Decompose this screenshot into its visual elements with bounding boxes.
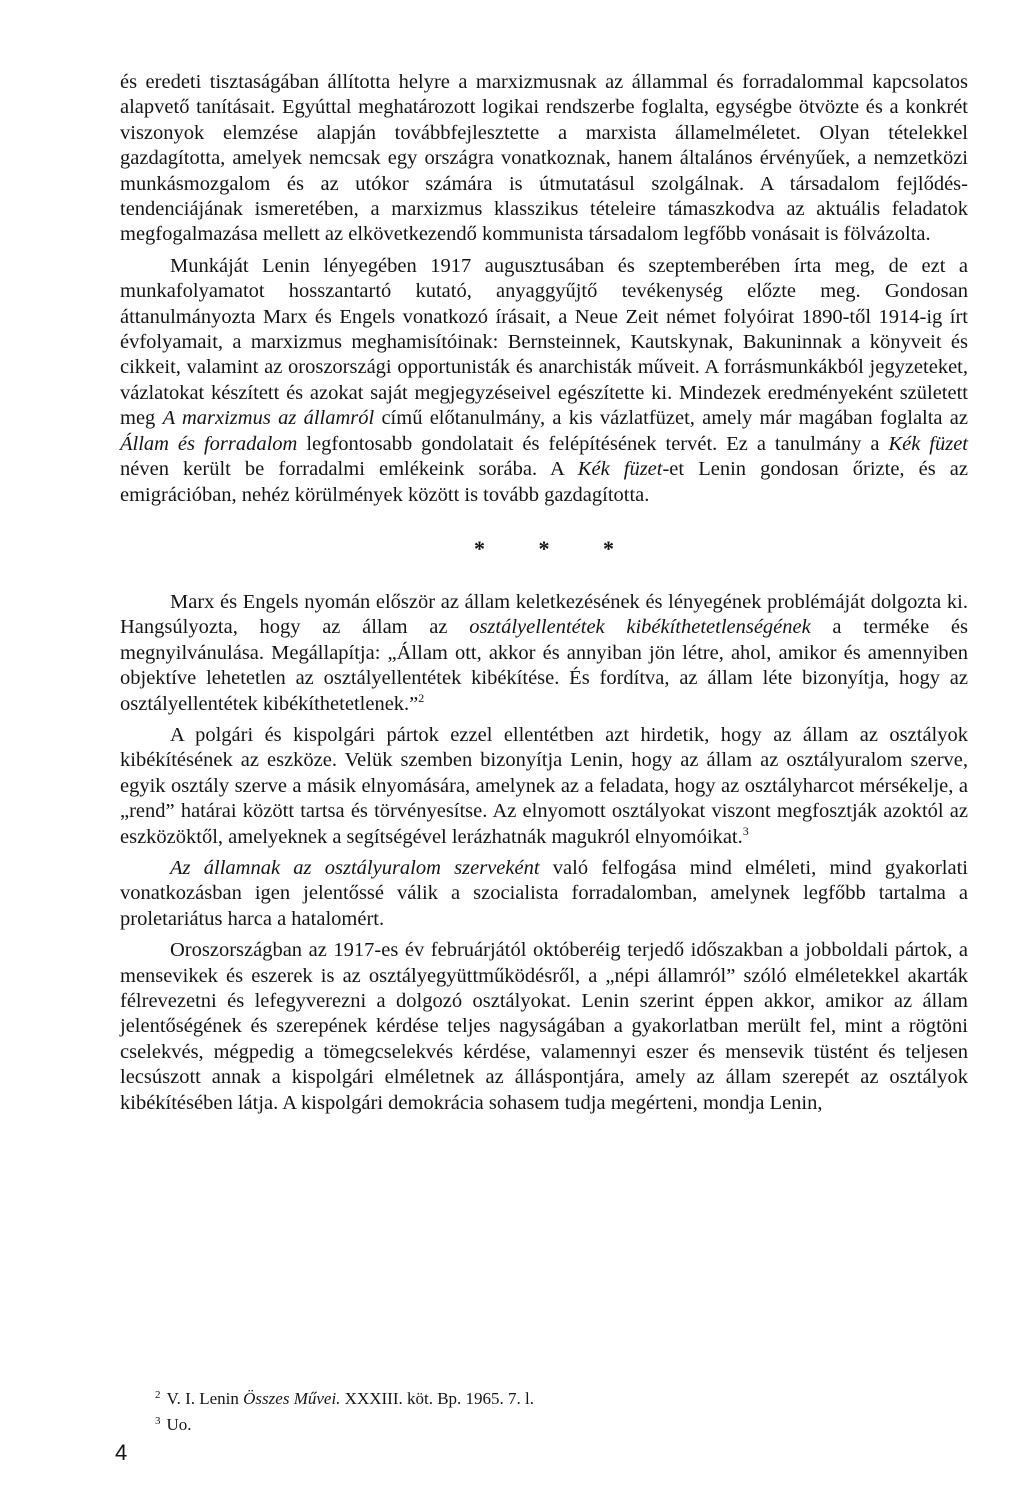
paragraph-5 (120, 856, 968, 932)
text-run: Oroszországban az 1917-es év februárjától októberéig terjedő időszakban a jobboldali pártok, a mensevikek és eszerek is az osztályegyüttműködésről, a „népi államról” szóló elméletekkel akarták félrevezetni és lefegyverezni a dolgozó osztályokat. Lenin szerint éppen akkor, amikor az állam jelentőségének és szerepének kérdése teljes nagyságában a gyakorlatban merült fel, mint a rögtöni cselekvés, mégpedig a tömegcselekvés kérdése, valamennyi eszer és mensevik tüstént és teljesen lecsúszott annak a kispolgári elméletnek az álláspontjára, amely az állam szerepét az osztályok kibékítésében látja. A kispolgári demokrácia sohasem tudja megérteni, mondja Lenin, (120, 939, 968, 1114)
paragraph-1 (120, 70, 968, 248)
footnote-mark: 3 (155, 1415, 161, 1427)
italic-text: Az államnak az osztályuralom szerveként (170, 856, 540, 879)
footnote-ref: 3 (742, 823, 749, 838)
text-run: című előtanulmány, a kis vázlatfüzet, amely már magában foglalta az (374, 407, 968, 430)
text-run: XXXIII. köt. Bp. 1965. 7. l. (340, 1389, 535, 1408)
text-run: Marx és Engels nyomán először az állam keletkezésének és lényegének problémáját dolgozta ki. Hangsúlyozta, hogy az állam az (120, 590, 968, 639)
text-run: való felfogása mind elméleti, mind gyakorlati vonatkozásban igen jelentőssé válik a szocialista forradalomban, amelynek legfőbb tartalma a proletariátus harca a hatalomért. (120, 856, 968, 930)
text-run: Uo. (166, 1415, 192, 1434)
paragraph-3 (120, 590, 968, 717)
italic-text: osztályellentétek kibékíthetetlenségének (469, 616, 811, 639)
section-separator: * * * (474, 535, 638, 561)
footnote-text (167, 1415, 192, 1434)
text-run: a terméke és megnyilvánulása. Megállapítja: „Állam ott, akkor és annyiban jön létre, ahol, amikor és amennyiben objektíve lehetetlen az osztályellentétek kibékítése. És fordítva, az állam léte bizonyítja, hogy az osztályellentétek kibékíthetetlenek.” (120, 616, 968, 715)
italic-text: A marxizmus az államról (162, 407, 375, 430)
footnote-2 (155, 1384, 534, 1410)
paragraph-2 (120, 254, 968, 508)
paragraph-4 (120, 723, 968, 850)
footnote-3 (155, 1410, 534, 1436)
text-run: -et Lenin gondosan őrizte, és az emigrációban, nehéz körülmények között is tovább gazdagította. (120, 458, 968, 506)
italic-text: Kék füzet (577, 458, 663, 481)
text-run: és eredeti tisztaságában állította helyre a marxizmusnak az állammal és forradalommal kapcsolatos alapvető tanításait. Egyúttal meghatározott logikai rendszerbe foglalta, egységbe ötvözte és a konkrét viszonyok elemzése alapján továbbfejlesztette a marxista államelméletet. Olyan tételekkel gazdagította, amelyek nemcsak egy országra vonatkoznak, hanem általános érvényűek, a nemzetközi munkásmozgalom és az utókor számára is útmutatásul szolgálnak. A társadalom fejlődés-tendenciájának ismeretében, a marxizmus klasszikus tételeire támaszkodva az aktuális feladatok megfogalmazása mellett az elkövetkezendő kommunista társadalom legfőbb vonásait is fölvázolta. (120, 71, 968, 246)
text-run: legfontosabb gondolatait és felépítésének tervét. Ez a tanulmány a (297, 432, 889, 455)
text-run: Munkáját Lenin lényegében 1917 augusztusában és szeptemberében írta meg, de ezt a munkafolyamatot hosszantartó kutató, anyaggyűjtő tevékenység előzte meg. Gondosan áttanulmányozta Marx és Engels vonatkozó írásait, a Neue Zeit német folyóirat 1890-től 1914-ig írt évfolyamait, a marxizmus meghamisítóinak: Bernsteinnek, Kautskynak, Bakuninnak a könyveit és cikkeit, valamint az oroszországi opportunisták és anarchisták műveit. A forrásmunkákból jegyzeteket, vázlatokat készített és azokat saját megjegyzéseivel egészítette ki. Mindezek eredményeként született meg (120, 254, 968, 430)
page-number: 4 (115, 1440, 128, 1465)
italic-text: Összes Művei. (243, 1389, 341, 1408)
footnotes (155, 1384, 534, 1436)
italic-text: Kék füzet (888, 432, 969, 455)
footnote-mark: 2 (155, 1389, 161, 1401)
paragraph-6 (120, 938, 968, 1116)
text-run: V. I. Lenin (166, 1389, 244, 1408)
italic-text: Állam és forradalom (120, 432, 298, 455)
footnote-ref: 2 (418, 690, 425, 705)
text-run: néven került be forradalmi emlékeink sorába. A (120, 458, 578, 481)
page-body (120, 70, 968, 1116)
footnote-text (167, 1389, 535, 1408)
text-run: A polgári és kispolgári pártok ezzel ellentétben azt hirdetik, hogy az állam az osztályok kibékítésének az eszköze. Velük szemben bizonyítja Lenin, hogy az állam az osztályuralom szerve, egyik osztály szerve a másik elnyomására, amelynek az a feladata, hogy az osztályharcot mérsékelje, a „rend” határai között tartsa és törvényesítse. Az elnyomott osztályokat viszont megfosztják azoktól az eszközöktől, amelyeknek a segítségével lerázhatnák magukról elnyomóikat. (120, 723, 968, 848)
